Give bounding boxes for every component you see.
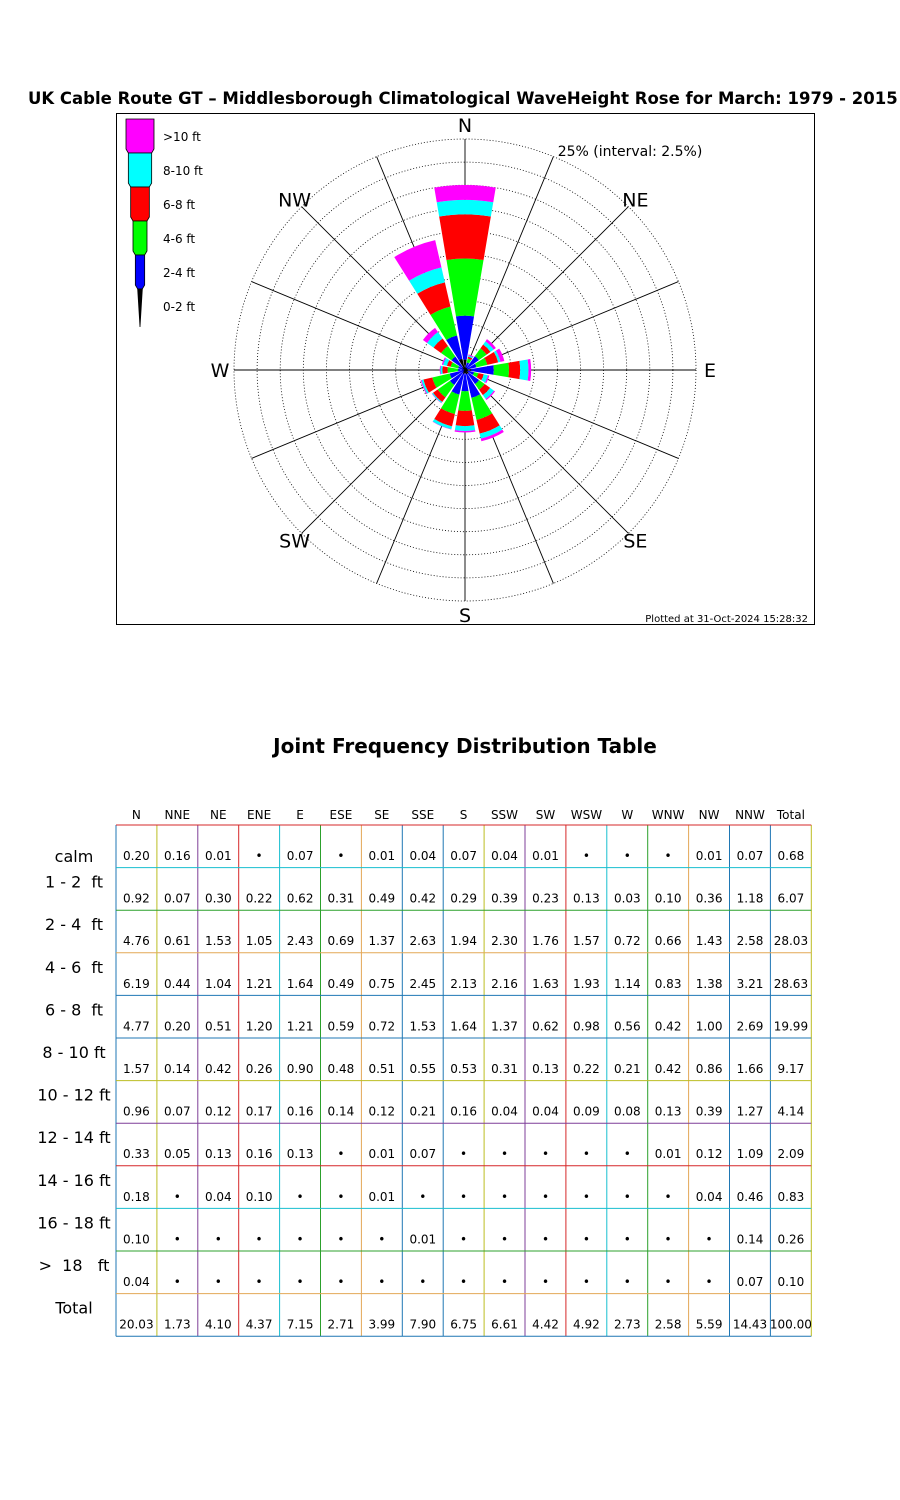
table-cell: 0.98 [573,1019,600,1034]
table-cell: 3.21 [736,976,764,991]
rose-wedge-e-bin3 [508,361,520,379]
table-cell: • [500,1275,509,1289]
table-cell: 0.68 [777,849,805,863]
table-cell: 100.00 [769,1317,812,1332]
table-cell: 0.22 [573,1062,600,1076]
legend-label-5: 0-2 ft [163,300,196,314]
rose-wedge-w-bin3 [442,366,447,374]
table-cell: 0.01 [409,1232,437,1247]
rose-wedge-s-bin4 [455,425,475,431]
table-cell: 0.69 [327,934,355,949]
rose-wedge-w-bin4 [440,366,442,374]
table-cell: 1.73 [163,1317,191,1332]
table-cell: • [541,1147,550,1162]
table-cell: 1.21 [245,976,273,991]
table-cell: 0.01 [532,849,559,863]
table-cell: 0.10 [245,1189,273,1204]
rose-wedge-n-bin5 [434,185,495,202]
table-cell: 1.63 [532,976,559,991]
table-cell: 0.51 [204,1019,232,1034]
compass-label-w: W [210,360,230,382]
table-cell: 0.21 [409,1104,437,1119]
table-cell: 0.29 [450,891,477,906]
table-cell: 2.13 [450,976,477,991]
table-cell: 4.10 [204,1317,232,1332]
table-cell: 1.93 [573,976,600,991]
table-cell: 1.20 [245,1019,273,1034]
col-header-n: N [131,808,141,822]
table-cell: • [173,1275,181,1289]
table-cell: 0.55 [409,1062,437,1076]
table-cell: 0.09 [573,1104,600,1119]
table-cell: 1.64 [450,1019,477,1034]
rose-title: UK Cable Route GT – Middlesborough Climatological WaveHeight Rose for March: 1979 - 2015 [28,89,898,108]
table-cell: • [296,1232,304,1247]
table-cell: 1.94 [450,934,477,949]
table-cell: 1.04 [204,976,232,991]
table-cell: 6.07 [777,891,805,906]
table-cell: • [623,849,631,863]
table-cell: • [173,1189,181,1204]
row-label: 2 - 4 ft [44,915,104,935]
table-cell: • [541,1189,550,1204]
table-cell: 0.42 [409,891,437,906]
table-cell: 0.26 [245,1062,273,1076]
table-cell: 2.58 [736,934,764,949]
table-cell: • [582,1275,590,1289]
table-cell: 4.92 [573,1317,600,1332]
table-cell: 2.69 [736,1019,764,1034]
table-cell: 0.04 [409,849,437,863]
col-header-ssw: SSW [490,808,519,822]
table-cell: 0.51 [368,1062,396,1076]
compass-label-n: N [457,115,473,137]
table-cell: • [255,849,263,863]
table-cell: 0.66 [654,934,682,949]
table-cell: 0.07 [286,849,314,863]
table-cell: 1.76 [532,934,559,949]
table-cell: 1.27 [736,1104,764,1119]
table-cell: 0.42 [654,1019,682,1034]
legend-swatch-4 [135,255,144,289]
table-cell: • [582,1189,590,1204]
table-cell: 1.00 [695,1019,723,1034]
table-cell: • [500,1147,509,1162]
table-cell: 4.76 [123,934,150,949]
table-cell: • [378,1275,386,1289]
table-cell: 7.15 [286,1317,314,1332]
row-label: 14 - 16 ft [37,1170,111,1190]
table-cell: • [296,1189,304,1204]
table-cell: • [337,1232,345,1247]
table-cell: 28.03 [773,934,809,949]
table-cell: 1.53 [409,1019,437,1034]
table-cell: • [664,1232,672,1247]
table-cell: • [582,1232,590,1247]
table-cell: 0.10 [654,891,682,906]
table-cell: 0.12 [204,1104,232,1119]
row-label: 12 - 14 ft [37,1128,111,1148]
table-cell: 0.01 [695,849,723,863]
radial-scale-label: 25% (interval: 2.5%) [557,144,703,160]
compass-label-ne: NE [622,189,649,212]
table-cell: 0.13 [286,1147,314,1162]
table-cell: • [623,1232,631,1247]
table-cell: 1.14 [613,976,641,991]
table-cell: • [460,1189,468,1204]
table-cell: 2.73 [613,1317,641,1332]
table-cell: 0.04 [491,849,518,863]
legend-label-2: 6-8 ft [163,198,196,212]
rose-wedge-s-bin2 [458,391,472,411]
table-cell: • [255,1232,263,1247]
table-cell: • [214,1232,222,1247]
table-cell: 0.13 [532,1062,559,1076]
table-cell: 28.63 [773,976,809,991]
rose-wedge-n-bin3 [439,214,491,260]
row-label: 8 - 10 ft [42,1043,106,1062]
table-cell: • [623,1275,631,1289]
table-cell: 0.30 [204,891,232,906]
rose-wedge-n-bin4 [437,200,494,217]
table-cell: 1.66 [736,1062,764,1076]
table-cell: 0.04 [695,1189,723,1204]
table-cell: 4.42 [532,1317,559,1332]
table-cell: • [705,1232,713,1247]
table-cell: • [541,1232,550,1247]
legend-label-3: 4-6 ft [163,232,196,246]
table-cell: 0.16 [163,849,191,863]
table-cell: 0.31 [491,1062,518,1076]
table-cell: 0.86 [695,1062,723,1076]
table-cell: 0.46 [736,1189,764,1204]
table-cell: 1.37 [368,934,396,949]
table-cell: 0.22 [245,891,273,906]
table-title: Joint Frequency Distribution Table [273,734,657,758]
table-cell: • [664,1275,672,1289]
col-header-nw: NW [698,808,720,822]
table-cell: • [582,849,590,863]
table-cell: 0.36 [695,891,723,906]
table-cell: 0.12 [368,1104,396,1119]
table-cell: 0.56 [613,1019,641,1034]
table-cell: 19.99 [773,1019,809,1034]
table-cell: • [664,849,672,863]
table-cell: • [500,1189,509,1204]
col-header-ese: ESE [329,808,353,822]
legend-label-1: 8-10 ft [163,164,203,178]
table-cell: 0.17 [245,1104,273,1119]
table-cell: • [460,1232,468,1247]
table-cell: • [623,1189,631,1204]
table-cell: 0.04 [532,1104,559,1119]
table-cell: 0.04 [491,1104,518,1119]
table-cell: 0.49 [327,976,355,991]
compass-label-se: SE [623,530,648,553]
table-cell: 7.90 [409,1317,437,1332]
rose-spoke [465,370,678,458]
table-cell: 0.16 [450,1104,477,1119]
table-cell: 0.90 [286,1062,314,1076]
legend-swatch-5 [138,289,143,327]
table-cell: 2.58 [654,1317,682,1332]
row-label: 6 - 8 ft [44,1000,104,1020]
legend-label-4: 2-4 ft [163,266,196,280]
table-cell: • [173,1232,181,1247]
table-cell: 0.07 [163,1104,191,1119]
table-cell: • [337,1189,345,1204]
table-cell: 0.13 [573,891,600,906]
table-cell: • [582,1147,590,1162]
table-cell: 20.03 [119,1317,154,1332]
table-cell: 6.75 [450,1317,477,1332]
table-cell: 0.14 [327,1104,355,1119]
table-cell: 0.21 [613,1062,641,1076]
legend-swatch-3 [133,221,147,255]
table-cell: 1.37 [491,1019,518,1034]
table-cell: 0.33 [123,1147,150,1162]
row-label: Total [55,1298,93,1318]
table-cell: 0.13 [654,1104,682,1119]
col-header-wsw: WSW [570,808,603,822]
col-header-wnw: WNW [651,808,685,822]
row-label: 10 - 12 ft [37,1085,111,1105]
table-cell: 0.72 [613,934,641,949]
col-header-sw: SW [535,808,556,822]
table-cell: 0.01 [368,1147,396,1162]
table-cell: 1.43 [695,934,723,949]
table-cell: 0.61 [163,934,191,949]
row-label: 1 - 2 ft [44,872,104,892]
table-cell: 0.39 [491,891,518,906]
table-cell: • [664,1189,672,1204]
table-cell: 2.16 [491,976,518,991]
row-label: > 18 ft [38,1256,110,1275]
table-cell: • [255,1275,263,1289]
table-cell: 0.05 [163,1147,191,1162]
table-cell: 0.26 [777,1232,805,1247]
table-cell: 0.53 [450,1062,477,1076]
col-header-nne: NNE [164,808,191,822]
plotted-at-label: Plotted at 31-Oct-2024 15:28:32 [645,614,808,625]
col-header-total: Total [776,808,805,822]
table-cell: • [500,1232,509,1247]
rose-wedge-e-bin2 [493,363,509,378]
table-cell: 1.21 [286,1019,314,1034]
row-label: calm [54,847,94,866]
compass-label-e: E [703,360,717,382]
table-cell: • [460,1275,468,1289]
table-cell: • [541,1275,550,1289]
row-label: 4 - 6 ft [44,957,104,977]
table-cell: 0.96 [123,1104,150,1119]
table-cell: 0.18 [123,1189,150,1204]
table-cell: • [623,1147,631,1162]
table-cell: 0.62 [286,891,314,906]
table-cell: 0.16 [245,1147,273,1162]
col-header-ene: ENE [247,808,272,822]
table-cell: 0.08 [613,1104,641,1119]
legend-label-0: >10 ft [163,130,201,144]
table-cell: • [705,1275,713,1289]
table-cell: 0.20 [123,849,150,863]
table-cell: 0.49 [368,891,396,906]
table-cell: 0.62 [532,1019,559,1034]
table-cell: 4.77 [123,1019,150,1034]
table-cell: 0.10 [123,1232,150,1247]
rose-wedge-s-bin3 [456,410,475,426]
table-cell: • [378,1232,386,1247]
table-cell: 4.37 [245,1317,273,1332]
table-cell: 0.01 [654,1147,682,1162]
table-cell: 0.07 [409,1147,437,1162]
table-cell: 0.04 [204,1189,232,1204]
table-cell: 0.12 [695,1147,723,1162]
table-cell: 0.04 [123,1275,150,1289]
table-cell: 0.23 [532,891,559,906]
table-cell: 0.01 [204,849,232,863]
table-cell: 2.63 [409,934,437,949]
table-cell: 0.20 [163,1019,191,1034]
table-cell: 1.38 [695,976,723,991]
table-cell: 1.53 [204,934,232,949]
table-cell: 0.07 [736,1275,764,1289]
table-cell: 0.83 [777,1189,805,1204]
table-cell: 0.14 [163,1062,191,1076]
table-cell: • [337,1147,345,1162]
table-cell: 0.01 [368,1189,396,1204]
table-cell: 2.09 [777,1147,805,1162]
legend-swatch-2 [131,187,150,221]
table-cell: • [337,849,345,863]
table-cell: 0.07 [736,849,764,863]
table-cell: 5.59 [695,1317,723,1332]
table-cell: 0.10 [777,1275,805,1289]
table-cell: 0.16 [286,1104,314,1119]
row-label: 16 - 18 ft [37,1213,111,1233]
legend-swatch-1 [128,153,151,187]
table-cell: 1.18 [736,891,764,906]
table-cell: 9.17 [777,1062,805,1076]
table-cell: • [419,1275,427,1289]
table-cell: 0.03 [613,891,641,906]
table-cell: 6.61 [491,1317,518,1332]
col-header-sse: SSE [411,808,435,822]
table-cell: 4.14 [777,1104,805,1119]
table-cell: 0.07 [163,891,191,906]
table-cell: 1.05 [245,934,273,949]
col-header-w: W [621,808,634,822]
table-cell: 6.19 [123,976,150,991]
table-cell: 2.71 [327,1317,355,1332]
col-header-ne: NE [210,808,227,822]
wave-height-rose [0,0,900,640]
rose-wedge-n-bin2 [446,258,483,316]
table-cell: 1.64 [286,976,314,991]
table-cell: 0.92 [123,891,150,906]
table-cell: • [214,1275,222,1289]
table-cell: 14.43 [732,1317,768,1332]
table-cell: 1.57 [573,934,600,949]
compass-label-nw: NW [278,189,312,212]
table-cell: 0.75 [368,976,396,991]
table-cell: 1.57 [123,1062,150,1076]
table-cell: 0.31 [327,891,355,906]
legend-swatch-0 [126,119,154,153]
table-cell: • [296,1275,304,1289]
table-cell: 3.99 [368,1317,396,1332]
table-cell: 0.42 [204,1062,232,1076]
col-header-nnw: NNW [735,808,765,822]
table-cell: 2.43 [286,934,314,949]
table-cell: 0.42 [654,1062,682,1076]
col-header-se: SE [374,808,390,822]
table-cell: 0.13 [204,1147,232,1162]
col-header-s: S [459,808,468,822]
table-cell: 2.45 [409,976,437,991]
rose-wedge-e-bin4 [519,359,528,380]
table-cell: 2.30 [491,934,518,949]
table-cell: 0.07 [450,849,477,863]
table-cell: 1.09 [736,1147,764,1162]
col-header-e: E [296,808,304,822]
compass-label-s: S [458,605,472,627]
table-cell: • [337,1275,345,1289]
table-cell: 0.59 [327,1019,355,1034]
table-cell: 0.14 [736,1232,764,1247]
table-cell: 0.48 [327,1062,355,1076]
table-cell: 0.01 [368,849,396,863]
table-cell: 0.39 [695,1104,723,1119]
table-cell: 0.83 [654,976,682,991]
compass-label-sw: SW [279,530,311,553]
table-cell: • [460,1147,468,1162]
table-cell: 0.44 [163,976,191,991]
table-cell: 0.72 [368,1019,396,1034]
table-cell: • [419,1189,427,1204]
